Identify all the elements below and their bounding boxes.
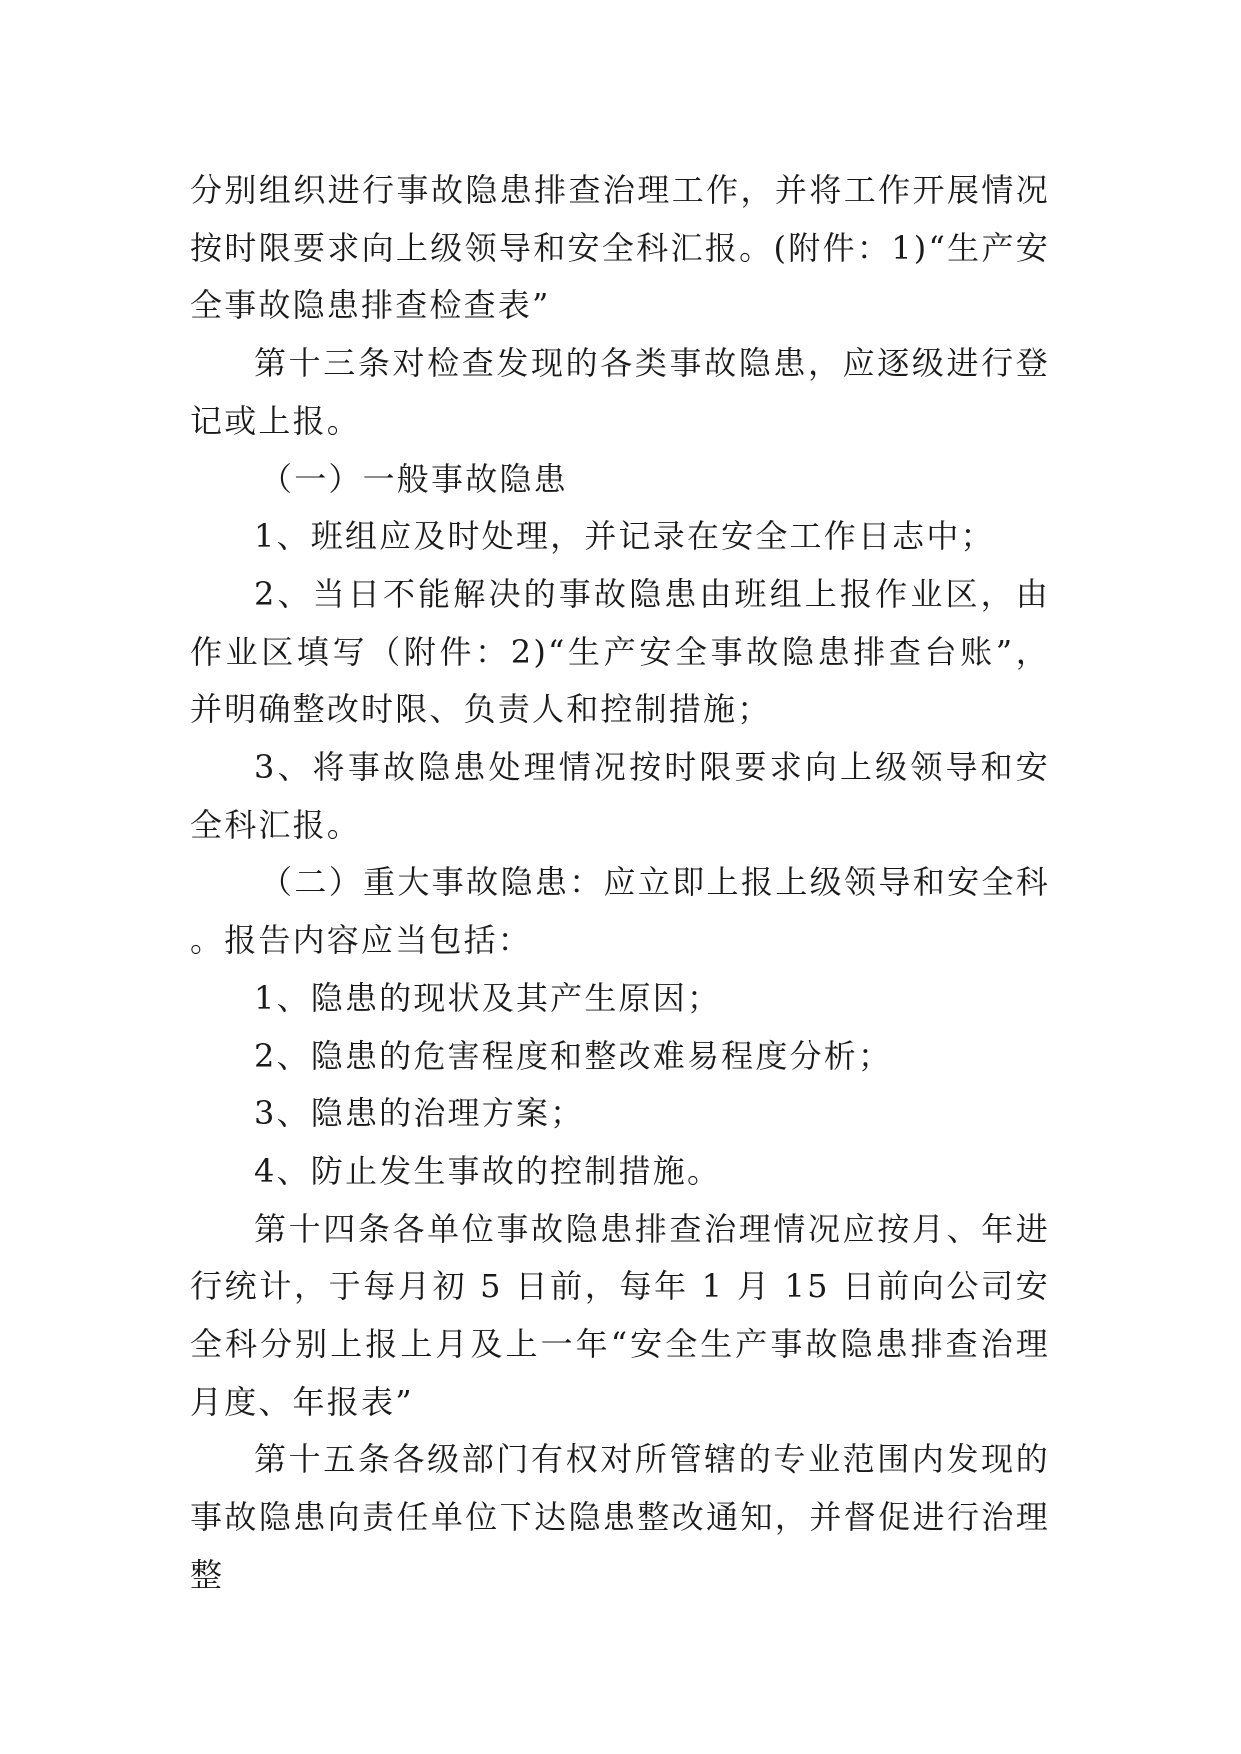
general-hazard-heading: （一）一般事故隐患 bbox=[260, 459, 568, 498]
major-hazard-item-1: 1、隐患的现状及其产生原因； bbox=[254, 978, 722, 1017]
major-hazard-item-3: 3、隐患的治理方案； bbox=[254, 1094, 585, 1133]
paragraph-continuation: 分别组织进行事故隐患排查治理工作，并将工作开展情况按时限要求向上级领导和安全科汇报。(附件：1)“生产安全事故隐患排查检查表” bbox=[190, 171, 1050, 325]
major-hazard-heading: （二）重大事故隐患：应立即上报上级领导和安全科。报告内容应当包括： bbox=[190, 863, 1050, 960]
general-hazard-item-2: 2、当日不能解决的事故隐患由班组上报作业区，由作业区填写（附件：2)“生产安全事故隐患排查台账”，并明确整改时限、负责人和控制措施； bbox=[190, 574, 1050, 729]
article-13-paragraph: 第十三条对检查发现的各类事故隐患，应逐级进行登记或上报。 bbox=[190, 344, 1050, 440]
general-hazard-item-3: 3、将事故隐患处理情况按时限要求向上级领导和安全科汇报。 bbox=[190, 748, 1050, 844]
major-hazard-item-2: 2、隐患的危害程度和整改难易程度分析； bbox=[254, 1036, 893, 1075]
major-hazard-item-4: 4、防止发生事故的控制措施。 bbox=[254, 1151, 722, 1190]
article-14-paragraph: 第十四条各单位事故隐患排查治理情况应按月、年进行统计，于每月初 5 日前，每年 1 月 15 日前向公司安全科分别上报上月及上一年“安全生产事故隐患排查治理月度、年报表” bbox=[190, 1209, 1050, 1421]
general-hazard-item-1: 1、班组应及时处理，并记录在安全工作日志中； bbox=[254, 517, 995, 556]
document-body bbox=[190, 162, 1050, 1605]
article-15-paragraph: 第十五条各级部门有权对所管辖的专业范围内发现的事故隐患向责任单位下达隐患整改通知，并督促进行治理整 bbox=[190, 1440, 1050, 1594]
